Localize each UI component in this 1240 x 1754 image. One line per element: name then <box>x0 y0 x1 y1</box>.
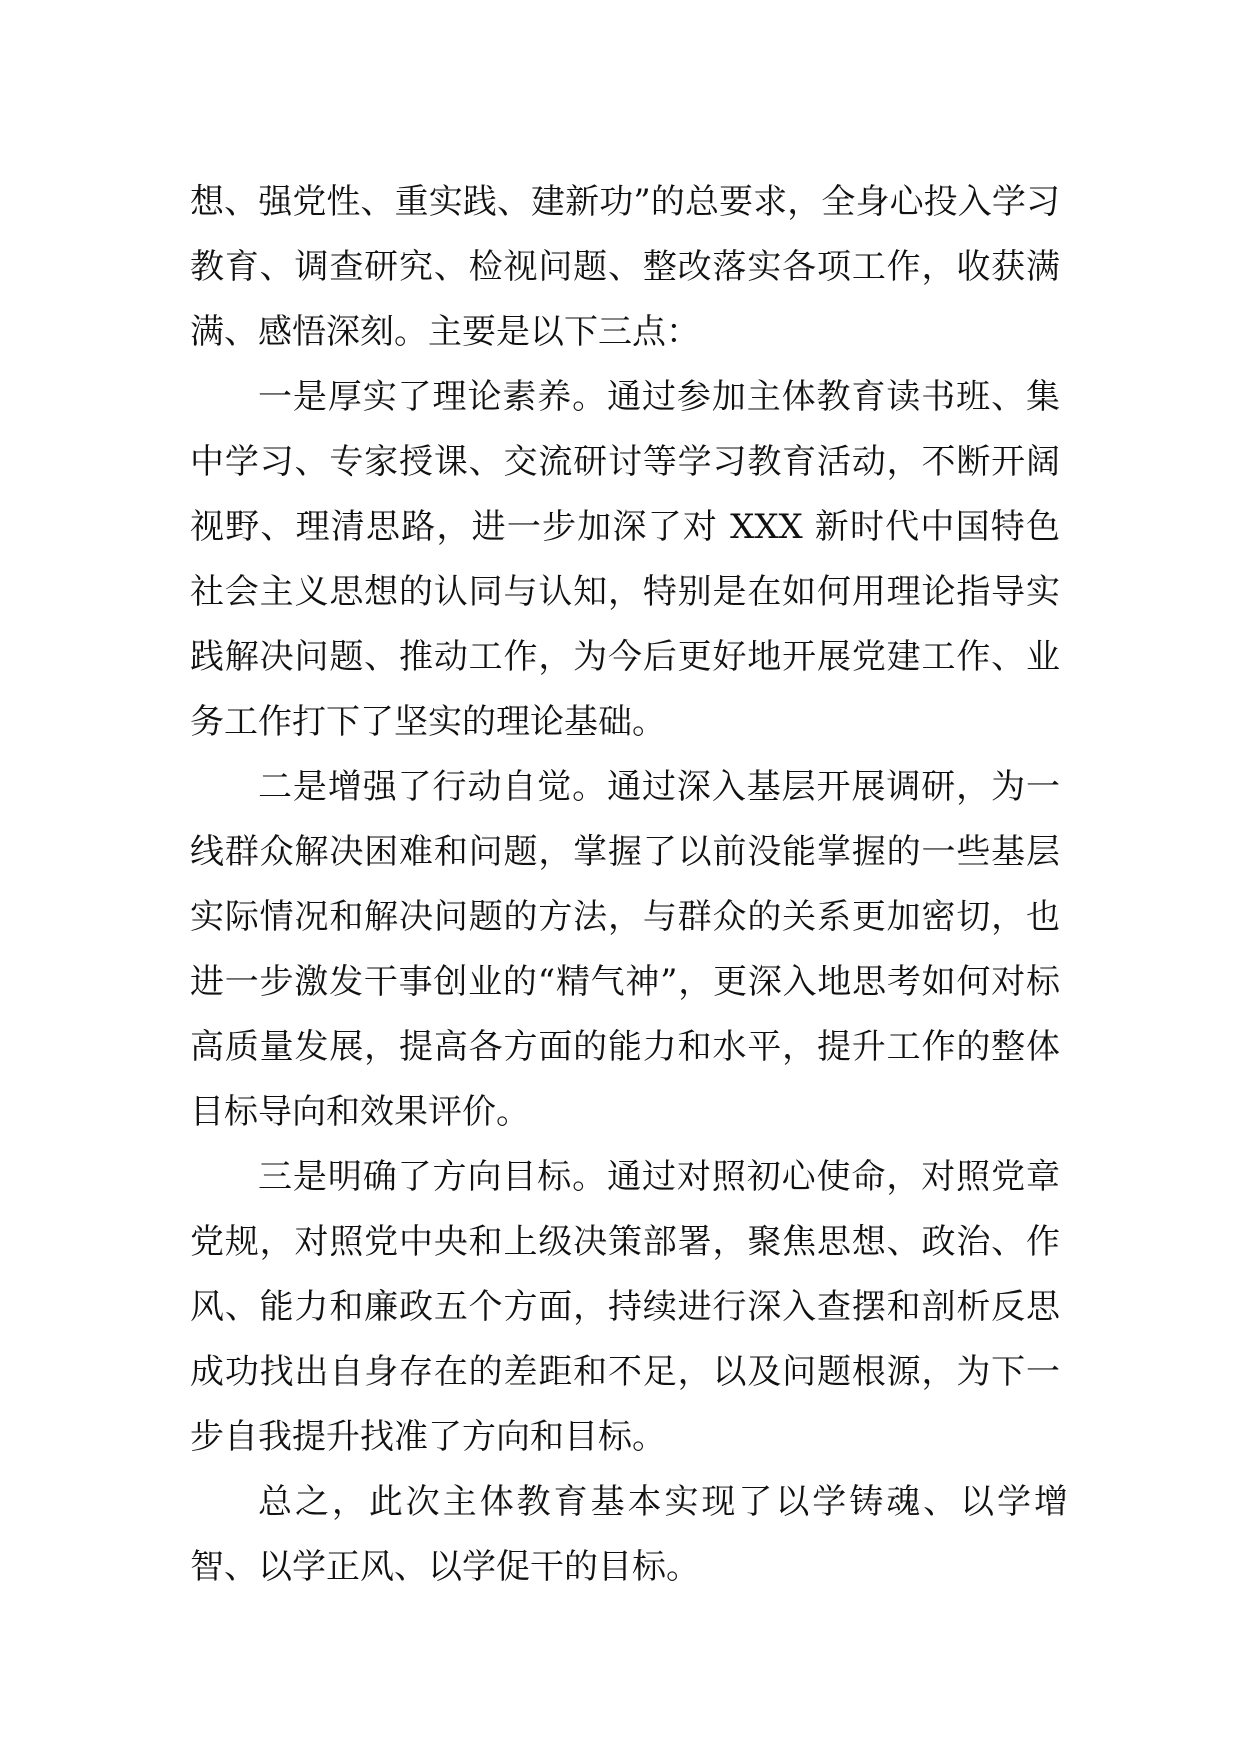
paragraph-point-three: 三是明确了方向目标。通过对照初心使命，对照党章党规，对照党中央和上级决策部署，聚焦思想、政治、作风、能力和廉政五个方面，持续进行深入查摆和剖析反思成功找出自身存在的差距和不足，以及问题根源，为下一步自我提升找准了方向和目标。 <box>190 1157 1060 1457</box>
paragraph-point-two: 二是增强了行动自觉。通过深入基层开展调研，为一线群众解决困难和问题，掌握了以前没能掌握的一些基层实际情况和解决问题的方法，与群众的关系更加密切，也进一步激发干事创业的“精气神”，更深入地思考如何对标高质量发展，提高各方面的能力和水平，提升工作的整体目标导向和效果评价。 <box>190 767 1060 1132</box>
paragraph-intro-continuation: 想、强党性、重实践、建新功”的总要求，全身心投入学习教育、调查研究、检视问题、整改落实各项工作，收获满满、感悟深刻。主要是以下三点： <box>190 182 1060 352</box>
paragraph-point-one: 一是厚实了理论素养。通过参加主体教育读书班、集中学习、专家授课、交流研讨等学习教育活动，不断开阔视野、理清思路，进一步加深了对 XXX 新时代中国特色社会主义思想的认同与认知，特别是在如何用理论指导实践解决问题、推动工作，为今后更好地开展党建工作、业务工作打下了坚实的理论基础。 <box>190 377 1060 742</box>
document-body <box>190 170 1068 1600</box>
paragraph-conclusion: 总之，此次主体教育基本实现了以学铸魂、以学增智、以学正风、以学促干的目标。 <box>190 1482 1068 1587</box>
